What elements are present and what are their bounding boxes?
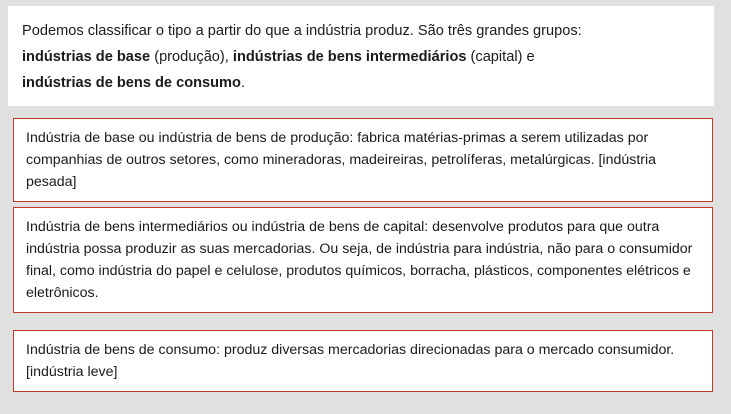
intro-bold-industrias-de-base: indústrias de base [22,49,151,65]
highlight-box-text: Indústria de bens de consumo: produz diversas mercadorias direcionadas para o mercado consumidor. [indústria leve] [26,342,675,380]
intro-bold-bens-intermediarios: indústrias de bens intermediários [232,49,467,65]
highlight-box-bens-intermediarios [13,207,713,313]
intro-paragraph-block [8,6,714,106]
intro-text-capital: (capital) e [466,49,535,65]
highlight-box-bens-de-consumo [13,330,713,392]
highlight-box-text: Indústria de bens intermediários ou indústria de bens de capital: desenvolve produtos para que outra indústria possa produzir as suas mercadorias. Ou seja, de indústria para indústria, não para o consumidor final, como indústria do papel e celulose, produtos químicos, borracha, plásticos, componentes elétricos e eletrônicos. [26,219,693,301]
intro-bold-bens-de-consumo: indústrias de bens de consumo [22,75,241,91]
highlight-box-text: Indústria de base ou indústria de bens de produção: fabrica matérias-primas a serem utilizadas por companhias de outros setores, como mineradoras, madeireiras, petrolíferas, metalúrgicas. [indústria pesada] [26,130,657,190]
intro-line-2 [22,44,702,70]
intro-text-producao: (produção), [150,49,233,65]
highlight-box-industria-de-base [13,118,713,202]
intro-text-period: . [240,75,246,91]
intro-line-1 [22,18,702,44]
intro-line-3 [22,70,702,96]
intro-line-1-text: Podemos classificar o tipo a partir do que a indústria produz. São três grandes grupos: [22,23,582,39]
